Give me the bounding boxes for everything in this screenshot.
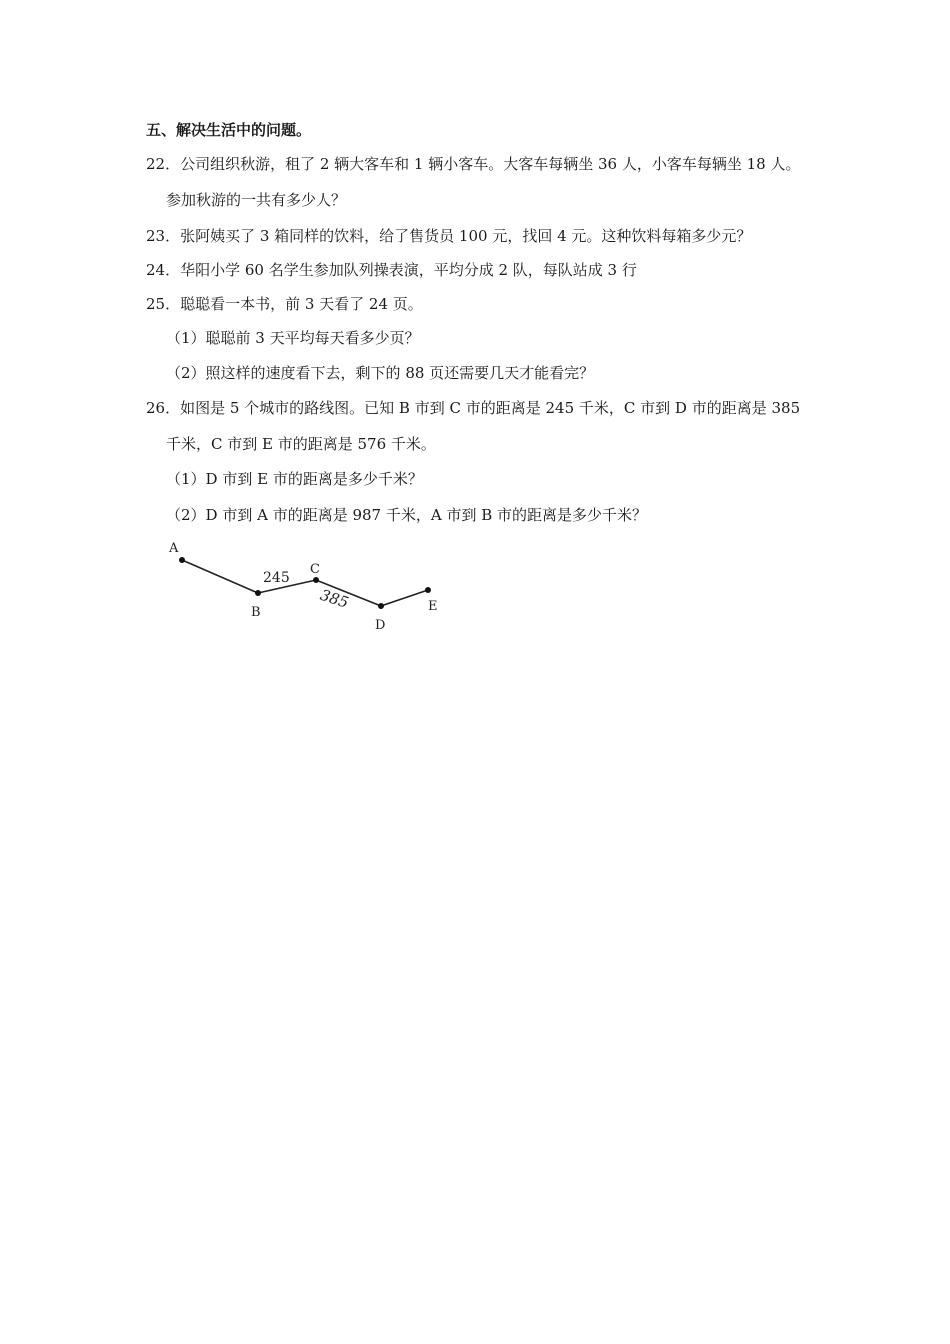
problem-24: 24．华阳小学 60 名学生参加队列操表演，平均分成 2 队，每队站成 3 行 [146,261,637,279]
city-point-a [179,557,185,563]
city-point-b [255,590,261,596]
route-segment-de [381,590,428,606]
city-point-c [313,577,319,583]
distance-label-cd: 385 [317,585,351,612]
city-label-a: A [169,541,179,556]
route-segment-ab [182,560,258,593]
problem-26-q1: （1）D 市到 E 市的距离是多少千米？ [166,470,423,488]
problem-22-line2: 参加秋游的一共有多少人？ [166,191,347,209]
distance-label-bc: 245 [263,570,290,586]
city-label-c: C [310,562,320,577]
problem-26-line1: 26．如图是 5 个城市的路线图。已知 B 市到 C 市的距离是 245 千米，C 市到 D 市的距离是 385 [146,399,801,417]
problem-25-q1: （1）聪聪前 3 天平均每天看多少页？ [166,329,420,347]
city-route-diagram [160,536,460,636]
city-point-d [378,603,384,609]
problem-25-q2: （2）照这样的速度看下去，剩下的 88 页还需要几天才能看完？ [166,364,595,382]
problem-22-line1: 22．公司组织秋游，租了 2 辆大客车和 1 辆小客车。大客车每辆坐 36 人，小客车每辆坐 18 人。 [146,155,801,173]
city-label-e: E [428,599,438,614]
problem-26-line2: 千米，C 市到 E 市的距离是 576 千米。 [166,435,436,453]
city-label-b: B [251,605,261,620]
problem-25-line1: 25．聪聪看一本书，前 3 天看了 24 页。 [146,295,423,313]
section-title: 五、解决生活中的问题。 [146,121,312,139]
problem-26-q2: （2）D 市到 A 市的距离是 987 千米，A 市到 B 市的距离是多少千米？ [166,506,648,524]
problem-23: 23．张阿姨买了 3 箱同样的饮料，给了售货员 100 元，找回 4 元。这种饮料每箱多少元？ [146,227,752,245]
city-label-d: D [375,618,386,633]
city-point-e [425,587,431,593]
